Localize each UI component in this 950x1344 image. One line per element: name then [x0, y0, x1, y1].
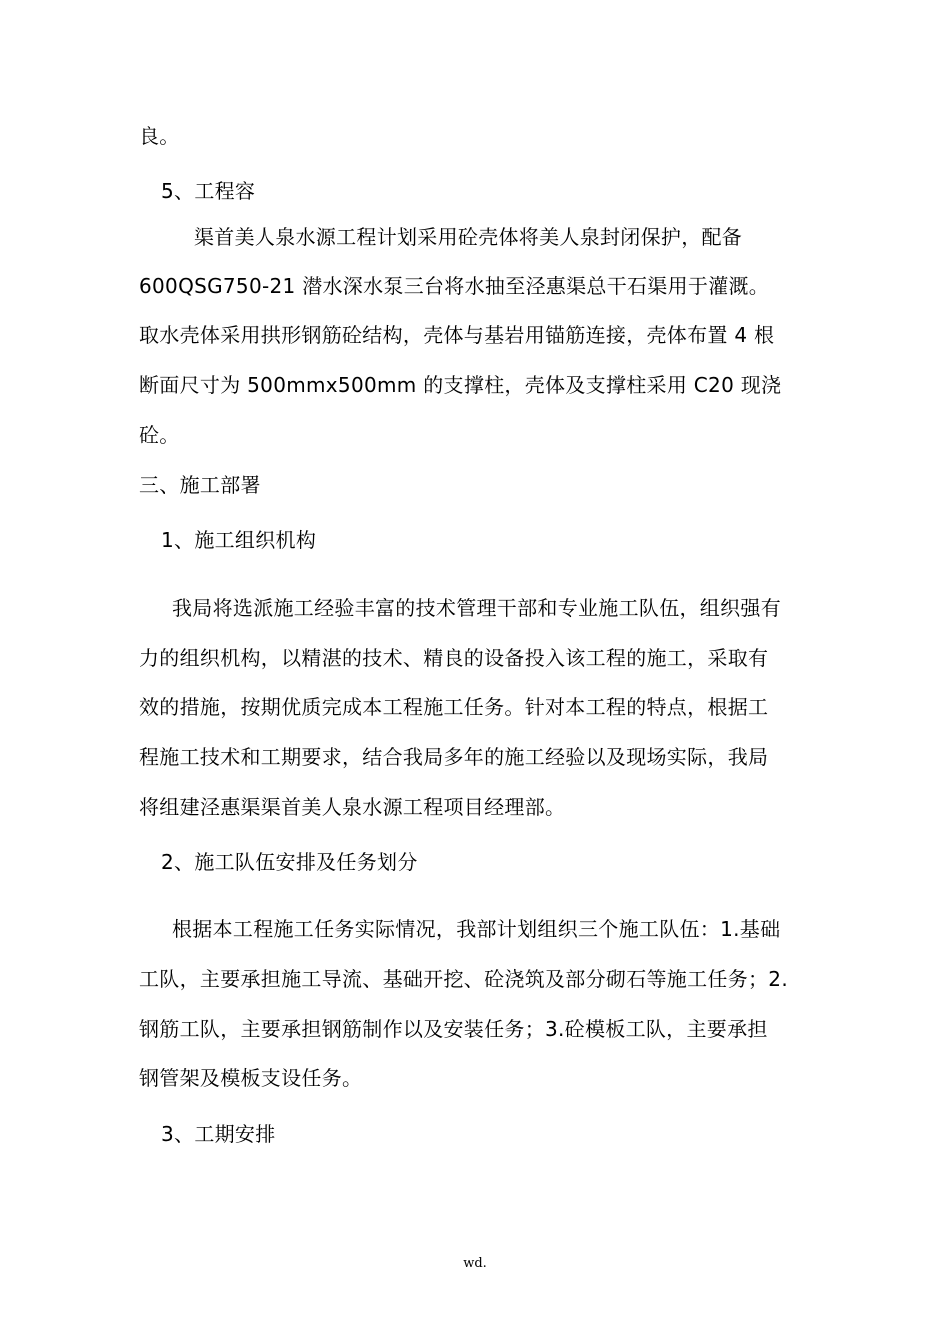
paragraph-line: 我局将选派施工经验丰富的技术管理干部和专业施工队伍，组织强有 [172, 596, 781, 620]
paragraph-line: 断面尺寸为 500mmx500mm 的支撑柱，壳体及支撑柱采用 C20 现浇 [139, 373, 782, 397]
paragraph-line: 将组建泾惠渠渠首美人泉水源工程项目经理部。 [139, 795, 566, 819]
chapter-heading: 三、施工部署 [139, 473, 261, 497]
paragraph-line: 渠首美人泉水源工程计划采用砼壳体将美人泉封闭保护，配备 [194, 225, 743, 249]
paragraph-line: 力的组织机构，以精湛的技术、精良的设备投入该工程的施工，采取有 [139, 646, 769, 670]
paragraph-line: 取水壳体采用拱形钢筋砼结构，壳体与基岩用锚筋连接，壳体布置 4 根 [139, 323, 775, 347]
section-heading: 5、工程容 [161, 179, 256, 203]
section-heading: 1、施工组织机构 [161, 528, 317, 552]
paragraph-line: 工队，主要承担施工导流、基础开挖、砼浇筑及部分砌石等施工任务；2. [139, 967, 788, 991]
paragraph-line: 钢管架及模板支设任务。 [139, 1066, 363, 1090]
paragraph-line: 600QSG750-21 潜水深水泵三台将水抽至泾惠渠总干石渠用于灌溉。 [139, 274, 770, 298]
paragraph-line: 良。 [139, 124, 180, 148]
paragraph-line: 根据本工程施工任务实际情况，我部计划组织三个施工队伍：1.基础 [172, 917, 781, 941]
paragraph-line: 砼。 [139, 423, 180, 447]
page-footer: wd. [463, 1256, 487, 1271]
paragraph-line: 钢筋工队，主要承担钢筋制作以及安装任务；3.砼模板工队，主要承担 [139, 1017, 768, 1041]
section-heading: 2、施工队伍安排及任务划分 [161, 850, 418, 874]
paragraph-line: 程施工技术和工期要求，结合我局多年的施工经验以及现场实际，我局 [139, 745, 769, 769]
paragraph-line: 效的措施，按期优质完成本工程施工任务。针对本工程的特点，根据工 [139, 695, 769, 719]
section-heading: 3、工期安排 [161, 1122, 276, 1146]
